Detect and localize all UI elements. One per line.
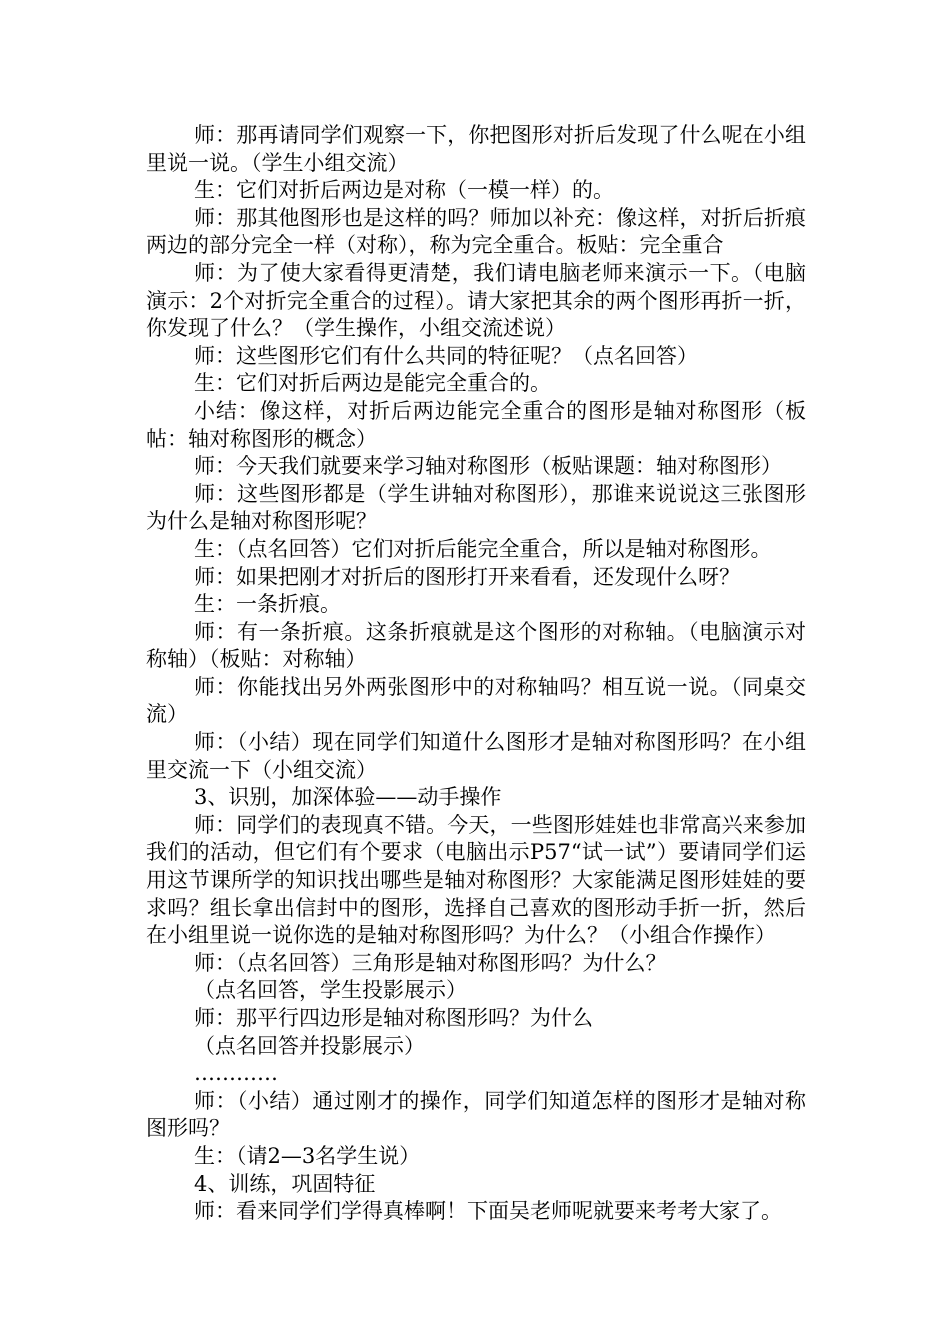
paragraph: 师：为了使大家看得更清楚，我们请电脑老师来演示一下。（电脑演示：2个对折完全重合的过程）。请大家把其余的两个图形再折一折，你发现了什么？（学生操作，小组交流述说） (146, 260, 806, 341)
section-heading: 3、识别，加深体验——动手操作 (194, 785, 502, 810)
paragraph: 生：一条折痕。 (194, 592, 341, 617)
paragraph: 生：（点名回答）它们对折后能完全重合，所以是轴对称图形。 (194, 536, 772, 561)
paragraph: 师：如果把刚才对折后的图形打开来看看，还发现什么呀？ (194, 564, 740, 589)
paragraph: 师：那再请同学们观察一下，你把图形对折后发现了什么呢在小组里说一说。（学生小组交流） (146, 123, 806, 175)
paragraph: 生：它们对折后两边是能完全重合的。 (194, 371, 551, 396)
paragraph: 师：看来同学们学得真棒啊！下面吴老师呢就要来考考大家了。 (194, 1199, 782, 1224)
document-body (146, 122, 806, 1226)
ellipsis-line: ………… (194, 1061, 278, 1086)
paragraph: 师：（小结）通过刚才的操作，同学们知道怎样的图形才是轴对称图形吗？ (146, 1088, 806, 1141)
paragraph: （点名回答，学生投影展示） (194, 978, 467, 1003)
section-heading: 4、训练，巩固特征 (194, 1171, 376, 1196)
paragraph: 师：今天我们就要来学习轴对称图形（板贴课题：轴对称图形） (194, 454, 782, 479)
paragraph: 生：它们对折后两边是对称（一模一样）的。 (194, 178, 614, 203)
paragraph: 师：（点名回答）三角形是轴对称图形吗？为什么？ (194, 950, 667, 975)
paragraph: 师：那其他图形也是这样的吗？师加以补充：像这样，对折后折痕两边的部分完全一样（对称），称为完全重合。板贴：完全重合 (146, 205, 806, 258)
paragraph: 师：那平行四边形是轴对称图形吗？为什么 (194, 1006, 593, 1030)
paragraph: 师：这些图形都是（学生讲轴对称图形），那谁来说说这三张图形为什么是轴对称图形呢？ (146, 481, 806, 534)
paragraph: （点名回答并投影展示） (194, 1033, 425, 1058)
paragraph: 生：（请2—3名学生说） (194, 1143, 421, 1168)
paragraph: 小结：像这样，对折后两边能完全重合的图形是轴对称图形（板帖：轴对称图形的概念） (146, 398, 806, 451)
paragraph: 师：（小结）现在同学们知道什么图形才是轴对称图形吗？在小组里交流一下（小组交流） (146, 730, 806, 782)
paragraph: 师：你能找出另外两张图形中的对称轴吗？相互说一说。（同桌交流） (146, 674, 806, 727)
paragraph: 师：这些图形它们有什么共同的特征呢？（点名回答） (194, 343, 698, 368)
paragraph: 师：同学们的表现真不错。今天，一些图形娃娃也非常高兴来参加我们的活动，但它们有个要求（电脑出示P57“试一试”）要请同学们运用这节课所学的知识找出哪些是轴对称图形？大家能满足图形娃娃的要求吗？组长拿出信封中的图形，选择自己喜欢的图形动手折一折，然后在小组里说一说你选的是轴对称图形吗？为什么？（小组合作操作） (146, 812, 806, 948)
paragraph: 师：有一条折痕。这条折痕就是这个图形的对称轴。（电脑演示对称轴）（板贴：对称轴） (146, 619, 806, 672)
